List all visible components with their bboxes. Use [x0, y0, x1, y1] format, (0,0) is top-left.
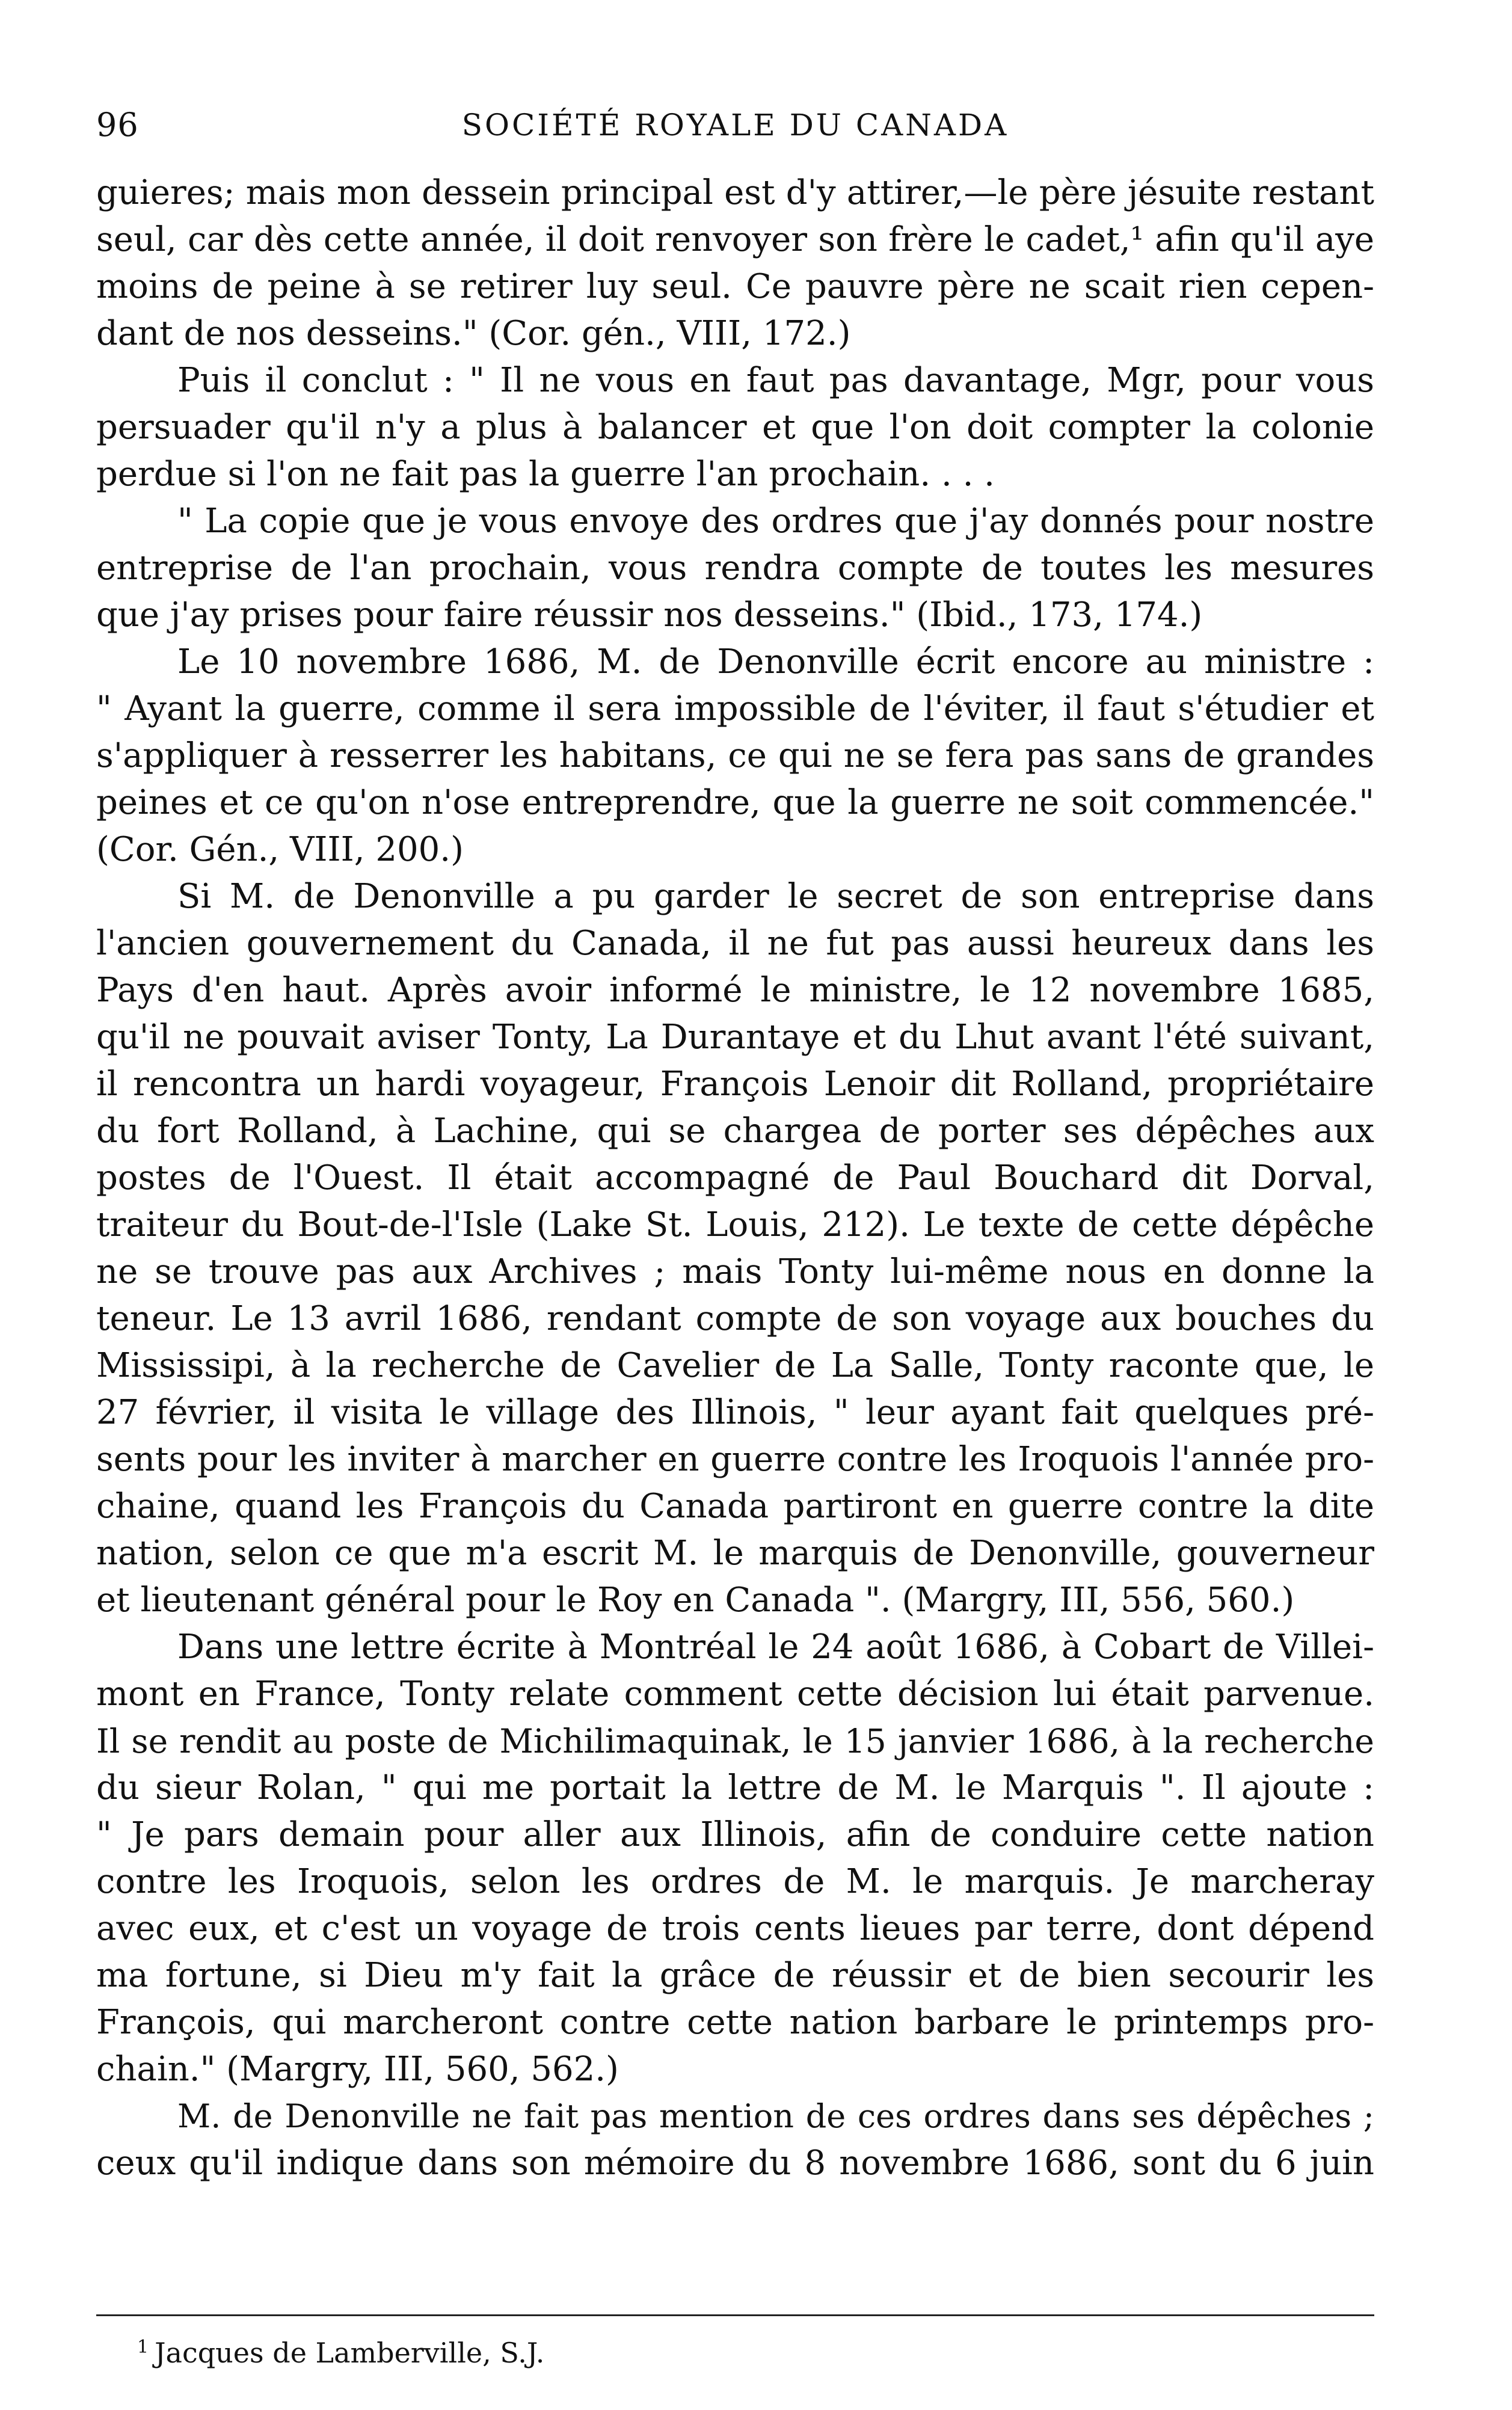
text-line: Si M. de Denonville a pu garder le secret de son entreprise dans: [177, 877, 1374, 916]
text-line: perdue si l'on ne fait pas la guerre l'an prochain. . . .: [96, 455, 995, 494]
text-line: Mississipi, à la recherche de Cavelier de La Salle, Tonty raconte que, le: [96, 1346, 1374, 1385]
text-line: contre les Iroquois, selon les ordres de M. le marquis. Je marcheray: [96, 1862, 1374, 1901]
text-line: 27 février, il visita le village des Illinois, " leur ayant fait quelques pré-: [96, 1393, 1374, 1432]
text-line: teneur. Le 13 avril 1686, rendant compte de son voyage aux bouches du: [96, 1299, 1374, 1338]
text-line: (Cor. Gén., VIII, 200.): [96, 830, 464, 869]
text-line: seul, car dès cette année, il doit renvoyer son frère le cadet,¹ afin qu'il aye: [96, 220, 1374, 259]
footnote-mark: 1: [137, 2336, 149, 2358]
text-line: chaine, quand les François du Canada partiront en guerre contre la dite: [96, 1487, 1374, 1526]
footnote-rule: [96, 2314, 1374, 2316]
text-line: peines et ce qu'on n'ose entreprendre, que la guerre ne soit commencée.": [96, 783, 1374, 822]
footnote-text: Jacques de Lamberville, S.J.: [155, 2337, 545, 2369]
text-line: et lieutenant général pour le Roy en Canada ". (Margry, III, 556, 560.): [96, 1581, 1295, 1620]
text-line: traiteur du Bout-de-l'Isle (Lake St. Louis, 212). Le texte de cette dépêche: [96, 1205, 1374, 1244]
text-line: ma fortune, si Dieu m'y fait la grâce de réussir et de bien secourir les: [96, 1956, 1374, 1995]
text-line: du fort Rolland, à Lachine, qui se chargea de porter ses dépêches aux: [96, 1111, 1374, 1151]
text-line: l'ancien gouvernement du Canada, il ne fut pas aussi heureux dans les: [96, 924, 1374, 963]
text-line: sents pour les inviter à marcher en guerre contre les Iroquois l'année pro-: [96, 1440, 1374, 1479]
text-line: chain." (Margry, III, 560, 562.): [96, 2050, 619, 2089]
text-line: " Je pars demain pour aller aux Illinois, afin de conduire cette nation: [96, 1815, 1374, 1854]
text-line: entreprise de l'an prochain, vous rendra compte de toutes les mesures: [96, 549, 1374, 588]
body-text: [96, 170, 1374, 2187]
text-line: s'appliquer à resserrer les habitans, ce qui ne se fera pas sans de grandes: [96, 736, 1374, 775]
text-line: ne se trouve pas aux Archives ; mais Tonty lui-même nous en donne la: [96, 1252, 1374, 1291]
running-head: [96, 101, 1374, 149]
text-line: ceux qu'il indique dans son mémoire du 8 novembre 1686, sont du 6 juin: [96, 2144, 1374, 2183]
text-line: il rencontra un hardi voyageur, François Lenoir dit Rolland, propriétaire: [96, 1065, 1374, 1104]
text-line: persuader qu'il n'y a plus à balancer et que l'on doit compter la colonie: [96, 408, 1374, 447]
text-line: Pays d'en haut. Après avoir informé le ministre, le 12 novembre 1685,: [96, 971, 1374, 1010]
text-line: Le 10 novembre 1686, M. de Denonville écrit encore au ministre :: [177, 642, 1374, 681]
text-line: " La copie que je vous envoye des ordres que j'ay donnés pour nostre: [177, 502, 1374, 541]
text-line: moins de peine à se retirer luy seul. Ce pauvre père ne scait rien cepen-: [96, 267, 1374, 306]
text-line: M. de Denonville ne fait pas mention de ces ordres dans ses dépêches ;: [177, 2097, 1374, 2135]
text-line: dant de nos desseins." (Cor. gén., VIII, 172.): [96, 314, 851, 353]
journal-title: SOCIÉTÉ ROYALE DU CANADA: [461, 108, 1009, 143]
text-line: postes de l'Ouest. Il était accompagné de Paul Bouchard dit Dorval,: [96, 1158, 1374, 1197]
text-line: guieres; mais mon dessein principal est d'y attirer,—le père jésuite restant: [96, 173, 1374, 212]
text-line: Dans une lettre écrite à Montréal le 24 août 1686, à Cobart de Villei-: [177, 1628, 1374, 1667]
text-line: mont en France, Tonty relate comment cette décision lui était parvenue.: [96, 1674, 1374, 1714]
text-line: du sieur Rolan, " qui me portait la lettre de M. le Marquis ". Il ajoute :: [96, 1768, 1374, 1807]
page-number: 96: [96, 106, 139, 144]
text-line: Puis il conclut : " Il ne vous en faut pas davantage, Mgr, pour vous: [177, 361, 1374, 400]
text-line: que j'ay prises pour faire réussir nos desseins." (Ibid., 173, 174.): [96, 595, 1203, 635]
text-line: Il se rendit au poste de Michilimaquinak, le 15 janvier 1686, à la recherche: [96, 1722, 1374, 1760]
text-line: " Ayant la guerre, comme il sera impossible de l'éviter, il faut s'étudier et: [96, 689, 1374, 728]
footnote: [137, 2334, 544, 2372]
text-line: avec eux, et c'est un voyage de trois cents lieues par terre, dont dépend: [96, 1909, 1374, 1948]
text-line: nation, selon ce que m'a escrit M. le marquis de Denonville, gouverneur: [96, 1534, 1374, 1573]
text-line: François, qui marcheront contre cette nation barbare le printemps pro-: [96, 2003, 1374, 2042]
text-line: qu'il ne pouvait aviser Tonty, La Durantaye et du Lhut avant l'été suivant,: [96, 1018, 1374, 1057]
